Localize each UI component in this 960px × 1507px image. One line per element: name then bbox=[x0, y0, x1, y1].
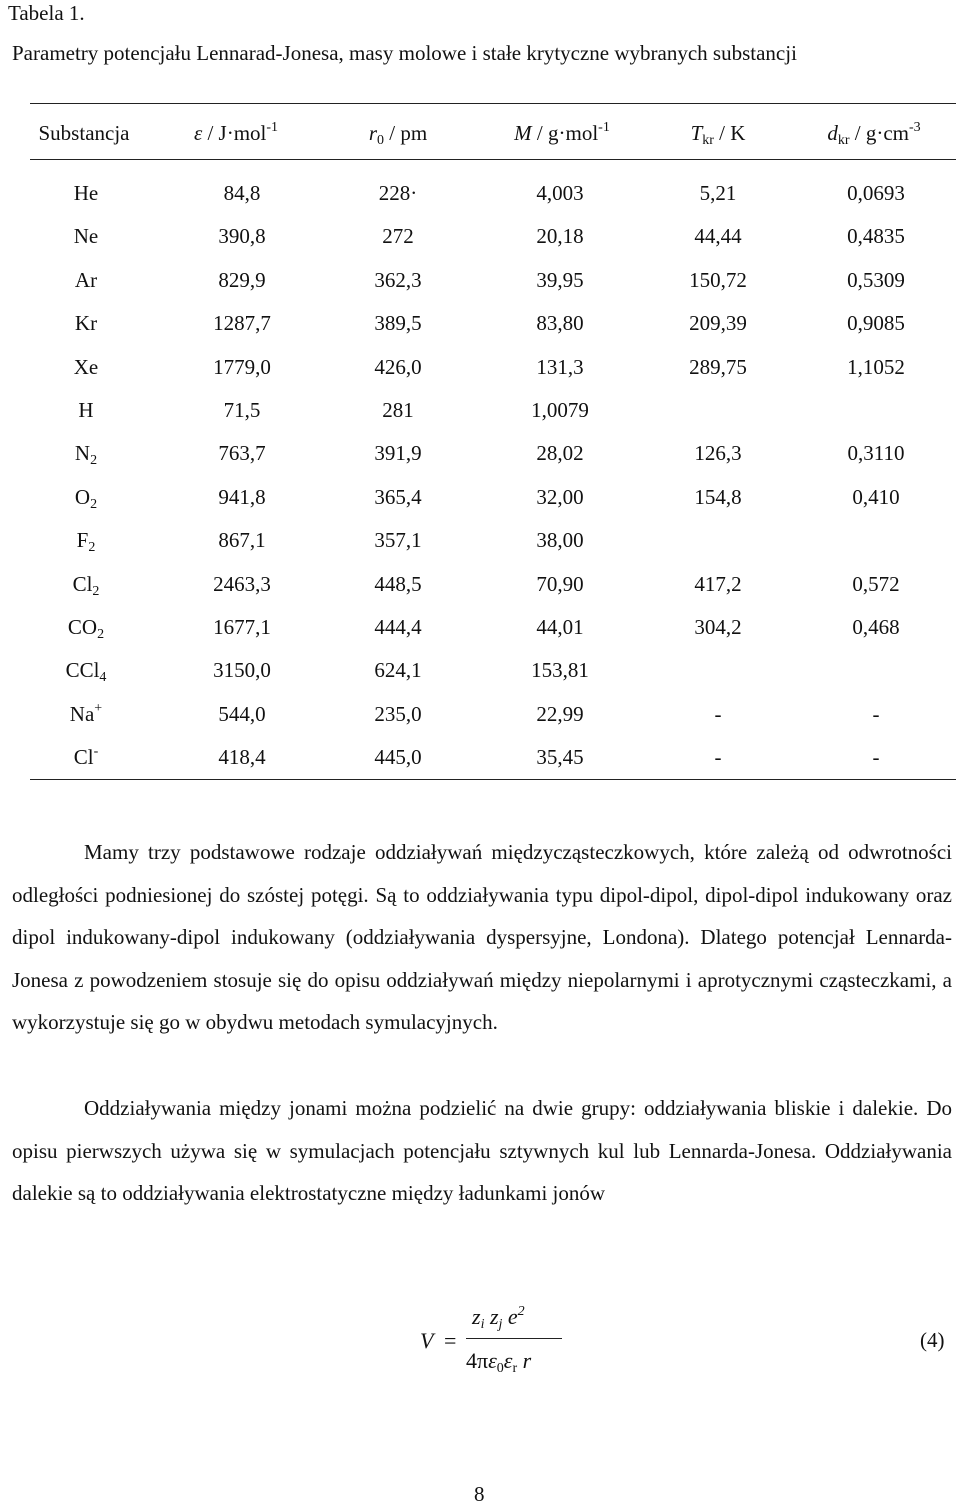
cell-critical-density: - bbox=[872, 745, 880, 770]
cell-r0: 426,0 bbox=[374, 354, 422, 379]
cell-critical-temperature: 150,72 bbox=[689, 267, 747, 292]
cell-critical-density: 0,9085 bbox=[847, 311, 905, 336]
cell-r0: 235,0 bbox=[374, 701, 422, 726]
cell-substance: F2 bbox=[76, 528, 96, 556]
paragraph-1: Mamy trzy podstawowe rodzaje oddziaływań międzycząsteczkowych, które zależą od odwrotności odległości podniesionej do szóstej potęgi. Są to oddziaływania typu dipol-dipol, dipol-dipol indukowany oraz dipol indukowany-dipol indukowany (oddziaływania dyspersyjne, Londona). Dlatego potencjał Lennarda-Jonesa z powodzeniem stosuje się do opisu oddziaływań między niepolarnymi i aprotycznymi cząsteczkami, a wykorzystuje się go w obydwu metodach symulacyjnych. bbox=[12, 840, 952, 1035]
equation-lhs: V bbox=[420, 1328, 434, 1353]
cell-substance: Kr bbox=[74, 311, 98, 336]
cell-critical-density: 0,572 bbox=[852, 571, 900, 596]
table-label: Tabela 1. bbox=[8, 1, 85, 25]
cell-molar-mass: 22,99 bbox=[536, 701, 584, 726]
cell-critical-temperature: 44,44 bbox=[694, 224, 742, 249]
cell-molar-mass: 38,00 bbox=[536, 528, 584, 553]
cell-critical-density: 0,0693 bbox=[847, 181, 905, 205]
cell-epsilon: 1677,1 bbox=[213, 615, 271, 639]
cell-substance: Ar bbox=[74, 267, 98, 292]
cell-critical-temperature: 5,21 bbox=[699, 181, 737, 205]
cell-molar-mass: 131,3 bbox=[536, 354, 584, 379]
cell-molar-mass: 44,01 bbox=[536, 615, 584, 639]
cell-critical-density: 0,468 bbox=[852, 615, 900, 639]
paragraph-2: Oddziaływania między jonami można podzielić na dwie grupy: oddziaływania bliskie i dalekie. Do opisu pierwszych używa się w symulacjach potencjału sztywnych kul lub Lennarda-Jonesa. Oddziaływania dalekie są to oddziaływania elektrostatyczne między ładunkami jonów bbox=[12, 1096, 952, 1206]
cell-epsilon: 867,1 bbox=[218, 528, 266, 553]
cell-r0: 362,3 bbox=[374, 267, 422, 292]
cell-epsilon: 1779,0 bbox=[213, 354, 271, 379]
equation-number: (4) bbox=[920, 1328, 945, 1352]
table-rule-bottom bbox=[30, 779, 956, 780]
cell-molar-mass: 39,95 bbox=[536, 267, 584, 292]
cell-substance: CCl4 bbox=[65, 658, 107, 686]
cell-epsilon: 3150,0 bbox=[213, 658, 271, 683]
cell-critical-density: 0,410 bbox=[852, 484, 900, 509]
cell-substance: O2 bbox=[74, 484, 98, 512]
cell-epsilon: 763,7 bbox=[218, 441, 266, 466]
cell-epsilon: 418,4 bbox=[218, 745, 266, 770]
cell-r0: 624,1 bbox=[374, 658, 422, 683]
cell-epsilon: 941,8 bbox=[218, 484, 266, 509]
cell-substance: H bbox=[78, 398, 94, 422]
cell-substance: Cl2 bbox=[72, 571, 100, 599]
cell-r0: 444,4 bbox=[374, 615, 422, 639]
cell-epsilon: 1287,7 bbox=[213, 311, 271, 336]
table-rule-top bbox=[30, 103, 956, 104]
equation-fraction-bar bbox=[466, 1338, 562, 1339]
cell-r0: 445,0 bbox=[374, 745, 422, 770]
cell-r0: 228· bbox=[378, 181, 418, 205]
cell-epsilon: 84,8 bbox=[223, 181, 261, 205]
cell-critical-temperature: - bbox=[714, 701, 722, 726]
equation-equals: = bbox=[444, 1328, 457, 1353]
cell-substance: He bbox=[73, 181, 99, 205]
cell-epsilon: 544,0 bbox=[218, 701, 266, 726]
cell-r0: 281 bbox=[382, 398, 414, 422]
cell-epsilon: 829,9 bbox=[218, 267, 266, 292]
cell-molar-mass: 35,45 bbox=[536, 745, 584, 770]
cell-epsilon: 2463,3 bbox=[213, 571, 271, 596]
header-r0: r0 / pm bbox=[368, 121, 428, 148]
table-rule-head bbox=[30, 159, 956, 160]
cell-molar-mass: 4,003 bbox=[536, 181, 584, 205]
cell-molar-mass: 153,81 bbox=[531, 658, 589, 683]
equation bbox=[420, 1300, 590, 1380]
cell-substance: CO2 bbox=[67, 615, 105, 642]
cell-substance: Cl- bbox=[73, 744, 99, 770]
cell-critical-density: 0,3110 bbox=[847, 441, 905, 466]
cell-substance: Na+ bbox=[69, 700, 103, 726]
cell-critical-temperature: 154,8 bbox=[694, 484, 742, 509]
cell-r0: 448,5 bbox=[374, 571, 422, 596]
header-substance: Substancja bbox=[38, 121, 130, 145]
cell-epsilon: 71,5 bbox=[223, 398, 261, 422]
equation-numerator: zi zj $e^2$ bbox=[472, 1304, 525, 1332]
cell-molar-mass: 70,90 bbox=[536, 571, 584, 596]
cell-critical-density: 0,4835 bbox=[847, 224, 905, 249]
header-critical-density: dkr / $g\cdot cm^{-3}$ bbox=[827, 120, 921, 148]
cell-critical-density: 0,5309 bbox=[847, 267, 905, 292]
cell-molar-mass: 20,18 bbox=[536, 224, 584, 249]
cell-critical-temperature: 289,75 bbox=[689, 354, 747, 379]
equation-denominator: 4πε0εr r bbox=[466, 1348, 532, 1376]
cell-critical-density: - bbox=[872, 701, 880, 726]
header-molar-mass: M / g·mol$^{-1}$ bbox=[514, 120, 610, 145]
page-number: 8 bbox=[474, 1482, 485, 1506]
cell-epsilon: 390,8 bbox=[218, 224, 266, 249]
cell-critical-temperature: 304,2 bbox=[694, 615, 742, 639]
cell-molar-mass: 1,0079 bbox=[531, 398, 589, 422]
header-epsilon: ε / J·mol$^{-1}$ bbox=[193, 120, 279, 145]
cell-r0: 357,1 bbox=[374, 528, 422, 553]
cell-critical-temperature: 126,3 bbox=[694, 441, 742, 466]
cell-molar-mass: 83,80 bbox=[536, 311, 584, 336]
cell-critical-temperature: 209,39 bbox=[689, 311, 747, 336]
cell-r0: 391,9 bbox=[374, 441, 422, 466]
cell-molar-mass: 32,00 bbox=[536, 484, 584, 509]
cell-critical-temperature: 417,2 bbox=[694, 571, 742, 596]
cell-substance: Ne bbox=[73, 224, 99, 249]
cell-r0: 272 bbox=[382, 224, 414, 249]
cell-r0: 389,5 bbox=[374, 311, 422, 336]
table-title: Parametry potencjału Lennarad-Jonesa, masy molowe i stałe krytyczne wybranych substancji bbox=[12, 41, 797, 65]
cell-substance: Xe bbox=[73, 354, 99, 379]
cell-critical-temperature: - bbox=[714, 745, 722, 770]
cell-molar-mass: 28,02 bbox=[536, 441, 584, 466]
cell-critical-density: 1,1052 bbox=[847, 354, 905, 379]
header-critical-temperature: Tkr / K bbox=[690, 121, 746, 148]
cell-substance: N2 bbox=[74, 441, 98, 469]
cell-r0: 365,4 bbox=[374, 484, 422, 509]
